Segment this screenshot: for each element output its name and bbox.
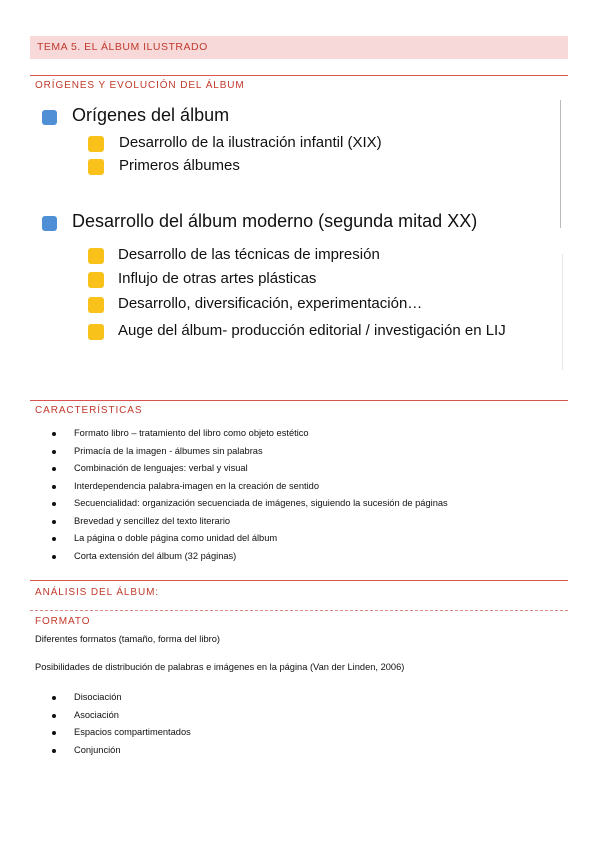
slide-item: Desarrollo de la ilustración infantil (XIX)	[119, 134, 382, 151]
slide-item: Influjo de otras artes plásticas	[118, 270, 317, 287]
bullet-icon	[52, 467, 56, 471]
bullet-icon	[52, 555, 56, 559]
slide-item: Auge del álbum- producción editorial / investigación en LIJ	[118, 322, 506, 339]
divider	[30, 610, 568, 611]
section-heading-origins: ORÍGENES Y EVOLUCIÓN DEL ÁLBUM	[35, 80, 245, 91]
slide-item: Primeros álbumes	[119, 157, 240, 174]
bullet-icon	[52, 731, 56, 735]
bullet-icon	[52, 520, 56, 524]
yellow-square-bullet-icon	[88, 159, 104, 175]
yellow-square-bullet-icon	[88, 324, 104, 340]
paragraph: Posibilidades de distribución de palabras e imágenes en la página (Van der Linden, 2006)	[35, 662, 405, 672]
bullet-icon	[52, 714, 56, 718]
slide-image	[30, 96, 568, 378]
yellow-square-bullet-icon	[88, 297, 104, 313]
list-item-text: Disociación	[74, 692, 122, 702]
format-list	[52, 689, 191, 759]
bullet-icon	[52, 432, 56, 436]
blue-square-bullet-icon	[42, 110, 57, 125]
divider	[30, 400, 568, 401]
list-item-text: Espacios compartimentados	[74, 727, 191, 737]
list-item	[52, 689, 191, 707]
bullet-icon	[52, 450, 56, 454]
list-item	[52, 707, 191, 725]
list-item	[52, 513, 448, 531]
yellow-square-bullet-icon	[88, 272, 104, 288]
slide-group-label: Desarrollo del álbum moderno (segunda mitad XX)	[72, 211, 478, 231]
subheading-format: FORMATO	[35, 616, 91, 627]
list-item	[52, 742, 191, 760]
yellow-square-bullet-icon	[88, 136, 104, 152]
bullet-icon	[52, 537, 56, 541]
list-item-text: Asociación	[74, 709, 119, 720]
slide-border	[560, 100, 561, 228]
list-item	[52, 548, 448, 566]
list-item	[52, 478, 448, 496]
bullet-icon	[52, 696, 56, 700]
slide-item: Desarrollo, diversificación, experimentación…	[118, 295, 423, 312]
slide-group-label: Orígenes del álbum	[72, 105, 230, 125]
list-item-text: Formato libro – tratamiento del libro como objeto estético	[74, 428, 309, 438]
section-heading-analysis: ANÁLISIS DEL ÁLBUM:	[35, 587, 159, 598]
list-item-text: Corta extensión del álbum (32 páginas)	[74, 550, 237, 561]
divider	[30, 580, 568, 581]
paragraph: Diferentes formatos (tamaño, forma del libro)	[35, 634, 220, 644]
divider	[30, 75, 568, 76]
list-item-text: Brevedad y sencillez del texto literario	[74, 515, 231, 526]
list-item-text: Combinación de lenguajes: verbal y visual	[74, 463, 248, 473]
list-item	[52, 724, 191, 742]
document-title: TEMA 5. EL ÁLBUM ILUSTRADO	[37, 41, 208, 53]
section-heading-characteristics: CARACTERÍSTICAS	[35, 405, 143, 416]
bullet-icon	[52, 485, 56, 489]
list-item	[52, 495, 448, 513]
yellow-square-bullet-icon	[88, 248, 104, 264]
list-item-text: Primacía de la imagen - álbumes sin palabras	[74, 445, 263, 456]
bullet-icon	[52, 749, 56, 753]
list-item-text: Interdependencia palabra-imagen en la creación de sentido	[74, 480, 319, 491]
list-item-text: Conjunción	[74, 744, 121, 755]
slide-item: Desarrollo de las técnicas de impresión	[118, 246, 380, 263]
list-item	[52, 443, 448, 461]
characteristics-list	[52, 425, 448, 565]
blue-square-bullet-icon	[42, 216, 57, 231]
list-item	[52, 460, 448, 478]
list-item-text: Secuencialidad: organización secuenciada de imágenes, siguiendo la sucesión de páginas	[74, 498, 448, 508]
list-item	[52, 425, 448, 443]
slide-border	[562, 254, 563, 370]
bullet-icon	[52, 502, 56, 506]
list-item	[52, 530, 448, 548]
title-band	[30, 36, 568, 59]
list-item-text: La página o doble página como unidad del álbum	[74, 533, 278, 543]
